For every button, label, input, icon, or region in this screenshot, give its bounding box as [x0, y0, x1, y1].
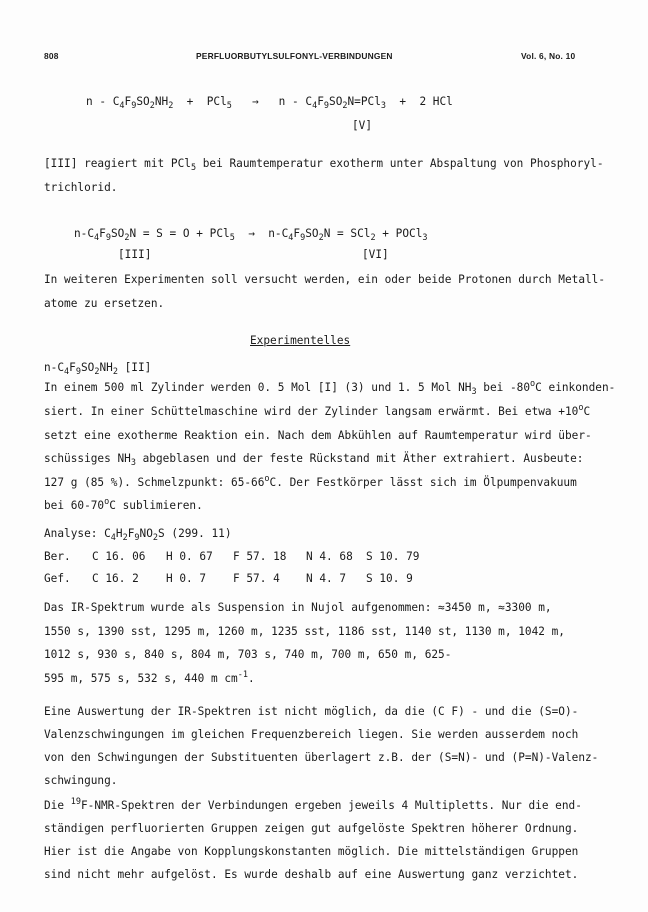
analysis-found-h: H 0. 7 [166, 572, 207, 585]
analysis-found-label: Gef. [44, 572, 71, 585]
ir-line-3: 1012 s, 930 s, 840 s, 804 m, 703 s, 740 m, 700 m, 650 m, 625- [44, 648, 452, 661]
compound-label-iii: [III] [118, 248, 152, 261]
paragraph-2-line-1: In weiteren Experimenten soll versucht werden, ein oder beide Protonen durch Metall- [44, 273, 606, 286]
analysis-found-c: C 16. 2 [92, 572, 139, 585]
reaction-arrow: → [248, 227, 255, 240]
experimental-line-6: bei 60-70$^o$C sublimieren. [44, 497, 203, 512]
section-title: Experimentelles [250, 334, 351, 347]
discussion-line-7: Hier ist die Angabe von Kopplungskonstanten möglich. Die mittelständigen Gruppen [44, 845, 579, 858]
ir-line-1: Das IR-Spektrum wurde als Suspension in Nujol aufgenommen: ≈3450 m, ≈3300 m, [44, 601, 552, 614]
analysis-calc-label: Ber. [44, 550, 71, 563]
analysis-calc-f: F 57. 18 [233, 550, 287, 563]
equation-2: $n-C_4F_9SO_2N = S = O + PCl_5 \to n-C_4F_9SO_2N = SCl_2$ + POCl$_3$ [74, 227, 428, 243]
analysis-formula: Analyse: $C_4H_2F_9NO_2S$ (299. 11) [44, 527, 232, 543]
ir-line-2: 1550 s, 1390 sst, 1295 m, 1260 m, 1235 sst, 1186 sst, 1140 st, 1130 m, 1042 m, [44, 625, 565, 638]
experimental-line-4: schüssiges $NH_3$ abgeblasen und der feste Rückstand mit Äther extrahiert. Ausbeute: [44, 452, 584, 468]
discussion-line-4: schwingung. [44, 774, 118, 787]
paragraph-2-line-2: atome zu ersetzen. [44, 297, 165, 310]
page-number: 808 [44, 51, 59, 61]
discussion-line-1: Eine Auswertung der IR-Spektren ist nicht möglich, da die (C F) - und die (S=O)- [44, 705, 579, 718]
equation-1: $n - C_4F_9SO_2NH_2 + PCl_5$ → $n - C_4F_9SO_2N=PCl_3 + 2$ HCl [86, 95, 453, 111]
analysis-found-n: N 4. 7 [306, 572, 347, 585]
discussion-line-5: Die $^{19}$F-NMR-Spektren der Verbindungen ergeben jeweils 4 Multipletts. Nur die end- [44, 797, 582, 812]
running-title: PERFLUORBUTYLSULFONYL-VERBINDUNGEN [196, 51, 393, 61]
analysis-calc-h: H 0. 67 [166, 550, 213, 563]
discussion-line-2: Valenzschwingungen im gleichen Frequenzbereich liegen. Sie werden ausserdem noch [44, 728, 579, 741]
journal-volume: Vol. 6, No. 10 [521, 51, 576, 61]
ir-line-4: 595 m, 575 s, 532 s, 440 m $cm^{-1}$. [44, 670, 255, 685]
discussion-line-3: von den Schwingungen der Substituenten überlagert z.B. der (S=N)- und (P=N)-Valenz- [44, 751, 599, 764]
paragraph-1-line-1: [III] reagiert mit PCl$_5$ bei Raumtemperatur exotherm unter Abspaltung von Phosphoryl- [44, 157, 604, 173]
reaction-arrow: → [251, 95, 259, 108]
experimental-line-3: setzt eine exotherme Reaktion ein. Nach dem Abkühlen auf Raumtemperatur wird über- [44, 429, 592, 442]
compound-label-v: [V] [352, 119, 373, 132]
analysis-found-f: F 57. 4 [233, 572, 280, 585]
experimental-line-2: siert. In einer Schüttelmaschine wird der Zylinder langsam erwärmt. Bei etwa $+10^oC$ [44, 403, 591, 418]
discussion-line-8: sind nicht mehr aufgelöst. Es wurde deshalb auf eine Auswertung ganz verzichtet. [44, 868, 579, 881]
paragraph-1-line-2: trichlorid. [44, 181, 118, 194]
analysis-found-s: S 10. 9 [366, 572, 413, 585]
analysis-calc-c: C 16. 06 [92, 550, 146, 563]
analysis-calc-s: S 10. 79 [366, 550, 420, 563]
discussion-line-6: ständigen perfluorierten Gruppen zeigen gut aufgelöste Spektren höherer Ordnung. [44, 822, 579, 835]
compound-label-vi: [VI] [362, 248, 389, 261]
experimental-line-1: In einem 500 ml Zylinder werden 0. 5 Mol [I] (3) und 1. 5 Mol $NH_3$ bei -80$^o$C einkonden- [44, 379, 616, 397]
compound-heading: $n-C_4F_9SO_2NH_2$ [II] [44, 361, 152, 377]
experimental-line-5: 127 g (85 %). Schmelzpunkt: 65-66$^o$C. Der Festkörper lässt sich im Ölpumpenvakuum [44, 474, 577, 489]
analysis-calc-n: N 4. 68 [306, 550, 353, 563]
